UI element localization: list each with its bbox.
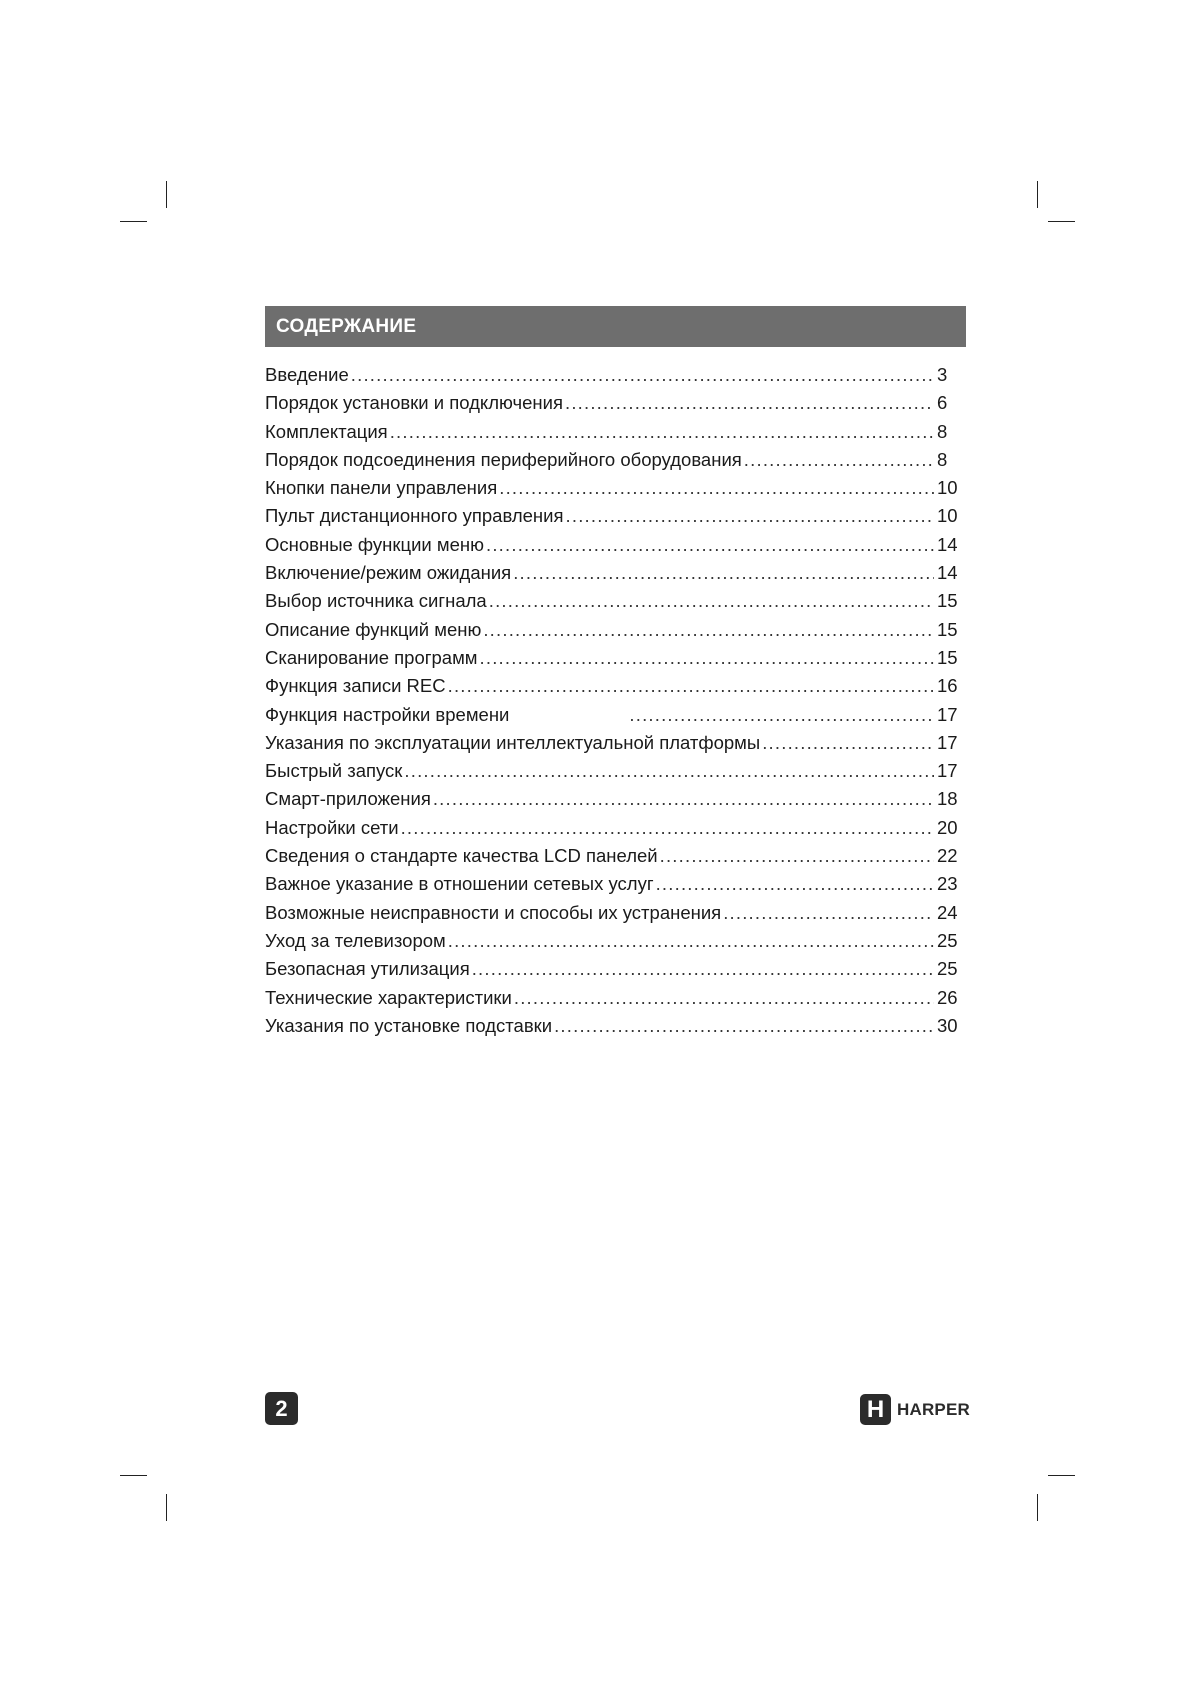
toc-item[interactable] — [265, 842, 961, 870]
toc-item[interactable] — [265, 418, 961, 446]
toc-item-title: Пульт дистанционного управления — [265, 505, 564, 527]
toc-item-page: 15 — [937, 590, 958, 612]
toc-item-title: Порядок подсоединения периферийного оборудования — [265, 448, 742, 470]
toc-dot-leader — [401, 814, 934, 842]
crop-mark — [1048, 221, 1075, 222]
toc-dot-leader — [404, 757, 934, 785]
toc-item[interactable] — [265, 616, 961, 644]
toc-item[interactable] — [265, 899, 961, 927]
toc-item-page: 14 — [937, 533, 958, 555]
toc-item-title: Сканирование программ — [265, 646, 478, 668]
crop-mark — [166, 1494, 167, 1521]
crop-mark — [1048, 1475, 1075, 1476]
toc-dot-leader — [433, 785, 934, 813]
toc-item-title: Порядок установки и подключения — [265, 392, 563, 414]
toc-item-title: Настройки сети — [265, 816, 399, 838]
toc-dot-leader — [723, 899, 934, 927]
toc-item[interactable] — [265, 870, 961, 898]
toc-dot-leader — [390, 418, 934, 446]
toc-dot-leader — [351, 361, 934, 389]
toc-item[interactable] — [265, 502, 961, 530]
toc-item-page: 26 — [937, 986, 958, 1008]
toc-item-title: Основные функции меню — [265, 533, 484, 555]
page-number-badge: 2 — [265, 1392, 298, 1425]
toc-dot-leader — [489, 587, 934, 615]
toc-item[interactable] — [265, 559, 961, 587]
toc-item-page: 15 — [937, 646, 958, 668]
toc-item-title: Указания по эксплуатации интеллектуальной платформы — [265, 731, 761, 753]
toc-dot-leader — [513, 559, 934, 587]
toc-item-title: Выбор источника сигнала — [265, 590, 487, 612]
toc-item-page: 25 — [937, 929, 958, 951]
toc-item-title: Введение — [265, 364, 349, 385]
toc-dot-leader — [514, 984, 934, 1012]
toc-item-page: 10 — [937, 505, 958, 527]
toc-item-page: 10 — [937, 477, 958, 499]
toc-item[interactable] — [265, 587, 961, 615]
toc-item[interactable] — [265, 531, 961, 559]
toc-dot-leader — [486, 531, 934, 559]
toc-item[interactable] — [265, 389, 961, 417]
toc-item-title: Функция записи REC — [265, 675, 446, 697]
toc-item-title: Технические характеристики — [265, 986, 512, 1008]
toc-dot-leader — [744, 446, 934, 474]
toc-dot-leader — [448, 672, 934, 700]
toc-item[interactable] — [265, 361, 961, 389]
toc-dot-leader — [480, 644, 934, 672]
toc-item-page: 6 — [937, 392, 948, 414]
toc-header: СОДЕРЖАНИЕ — [265, 306, 966, 347]
toc-item[interactable] — [265, 757, 961, 785]
toc-item-page: 18 — [937, 788, 958, 810]
toc-item-title: Сведения о стандарте качества LCD панелей — [265, 845, 658, 867]
toc-item-page: 17 — [937, 703, 958, 725]
toc-item-page: 3 — [937, 364, 948, 385]
toc-item-title: Описание функций меню — [265, 618, 482, 640]
toc-item-page: 8 — [937, 420, 948, 442]
toc-dot-leader — [660, 842, 934, 870]
toc-item[interactable] — [265, 701, 961, 729]
crop-mark — [1037, 181, 1038, 208]
toc-item-title: Смарт-приложения — [265, 788, 431, 810]
logo-h-icon: H — [860, 1394, 891, 1425]
logo-text: HARPER — [897, 1399, 970, 1419]
toc-dot-leader — [483, 616, 934, 644]
brand-logo — [860, 1393, 970, 1426]
toc-item[interactable] — [265, 927, 961, 955]
toc-item[interactable] — [265, 814, 961, 842]
toc-item-page: 22 — [937, 845, 958, 867]
toc-item[interactable] — [265, 984, 961, 1012]
toc-item-title: Кнопки панели управления — [265, 477, 498, 499]
toc-item[interactable] — [265, 785, 961, 813]
toc-list — [265, 361, 961, 1040]
crop-mark — [166, 181, 167, 208]
toc-dot-leader — [656, 870, 934, 898]
toc-item-title: Указания по установке подставки — [265, 1014, 553, 1036]
toc-dot-leader — [472, 955, 934, 983]
toc-item-page: 8 — [937, 448, 948, 470]
toc-item-page: 17 — [937, 731, 958, 753]
crop-mark — [1037, 1494, 1038, 1521]
toc-item[interactable] — [265, 672, 961, 700]
toc-item-page: 14 — [937, 562, 958, 584]
toc-item-title: Включение/режим ожидания — [265, 562, 512, 584]
toc-item-page: 15 — [937, 618, 958, 640]
toc-item-title: Безопасная утилизация — [265, 958, 470, 980]
toc-item-title: Быстрый запуск — [265, 760, 403, 782]
toc-item[interactable] — [265, 446, 961, 474]
toc-item-page: 17 — [937, 760, 958, 782]
toc-dot-leader — [566, 502, 934, 530]
toc-dot-leader — [554, 1012, 934, 1040]
toc-item[interactable] — [265, 644, 961, 672]
crop-mark — [120, 1475, 147, 1476]
toc-item-page: 16 — [937, 675, 958, 697]
toc-item-page: 25 — [937, 958, 958, 980]
toc-item[interactable] — [265, 1012, 961, 1040]
toc-item-page: 23 — [937, 873, 958, 895]
toc-item-title: Функция настройки времени — [265, 703, 510, 725]
toc-item[interactable] — [265, 955, 961, 983]
toc-dot-leader — [565, 389, 934, 417]
toc-dot-leader — [499, 474, 934, 502]
toc-item-title: Комплектация — [265, 420, 388, 442]
toc-item[interactable] — [265, 729, 961, 757]
toc-item-page: 30 — [937, 1014, 958, 1036]
toc-dot-leader — [629, 701, 934, 729]
toc-item-title: Важное указание в отношении сетевых услуг — [265, 873, 654, 895]
toc-item-title: Уход за телевизором — [265, 929, 446, 951]
toc-item-page: 20 — [937, 816, 958, 838]
toc-item-page: 24 — [937, 901, 958, 923]
crop-mark — [120, 221, 147, 222]
toc-dot-leader — [448, 927, 934, 955]
toc-item[interactable] — [265, 474, 961, 502]
toc-dot-leader — [762, 729, 934, 757]
toc-item-title: Возможные неисправности и способы их устранения — [265, 901, 722, 923]
